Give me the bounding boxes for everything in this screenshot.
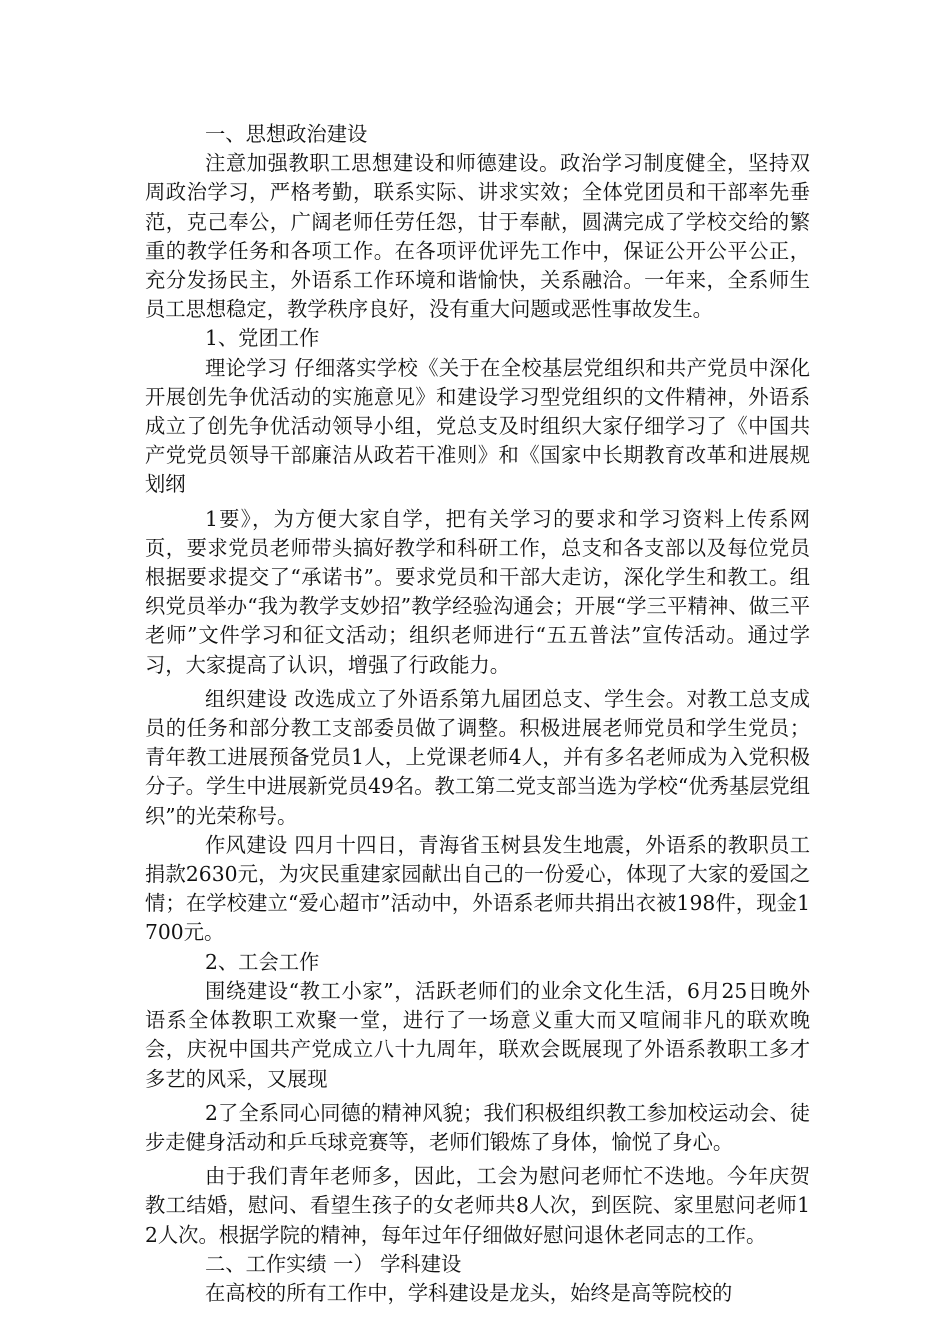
paragraph-union-activities-continued: 2了全系同心同德的精神风貌；我们积极组织教工参加校运动会、徒步走健身活动和乒乓球竞赛等，老师们锻炼了身体，愉悦了身心。 bbox=[145, 1100, 810, 1154]
document-page bbox=[145, 120, 810, 1308]
heading-ideological-political-construction: 一、思想政治建设 bbox=[205, 122, 368, 146]
paragraph-ideology-overview: 注意加强教职工思想建设和师德建设。政治学习制度健全，坚持双周政治学习，严格考勤，联系实际、讲求实效；全体党团员和干部率先垂范，克己奉公，广阔老师任劳任怨，甘于奉献，圆满完成了学校交给的繁重的教学任务和各项工作。在各项评优评先工作中，保证公开公平公正，充分发扬民主，外语系工作环境和谐愉快，关系融洽。一年来，全系师生员工思想稳定，教学秩序良好，没有重大问题或恶性事故发生。 bbox=[145, 151, 810, 322]
paragraph-discipline-construction: 在高校的所有工作中，学科建设是龙头，始终是高等院校的 bbox=[205, 1280, 733, 1305]
paragraph-theory-study: 理论学习 仔细落实学校《关于在全校基层党组织和共产党员中深化开展创先争优活动的实施意见》和建设学习型党组织的文件精神，外语系成立了创先争优活动领导小组，党总支及时组织大家仔细学习了《中国共产党党员领导干部廉洁从政若干准则》和《国家中长期教育改革和进展规划纲 bbox=[145, 355, 810, 497]
heading-union-work: 2、工会工作 bbox=[205, 949, 320, 974]
heading-party-league-work: 1、党团工作 bbox=[205, 326, 320, 351]
paragraph-organization-building: 组织建设 改选成立了外语系第九届团总支、学生会。对教工总支成员的任务和部分教工支部委员做了调整。积极进展老师党员和学生党员；青年教工进展预备党员1人，上党课老师4人，并有多名老师成为入党积极分子。学生中进展新党员49名。教工第二党支部当选为学校“优秀基层党组织”的光荣称号。 bbox=[145, 686, 810, 828]
heading-work-achievements: 二、工作实绩 一） 学科建设 bbox=[205, 1251, 462, 1276]
paragraph-union-activities: 围绕建设“教工小家”，活跃老师们的业余文化生活，6月25日晚外语系全体教职工欢聚一堂，进行了一场意义重大而又喧闹非凡的联欢晚会，庆祝中国共产党成立八十九周年，联欢会既展现了外语系教职工多才多艺的风采，又展现 bbox=[145, 978, 810, 1091]
paragraph-condolence-visits: 由于我们青年老师多，因此，工会为慰问老师忙不迭地。今年庆贺教工结婚，慰问、看望生孩子的女老师共8人次，到医院、家里慰问老师12人次。根据学院的精神，每年过年仔细做好慰问退休老同志的工作。 bbox=[145, 1164, 810, 1247]
paragraph-work-style-building: 作风建设 四月十四日，青海省玉树县发生地震，外语系的教职员工捐款2630元，为灾民重建家园献出自己的一份爱心，体现了大家的爱国之情；在学校建立“爱心超市”活动中，外语系老师共捐出衣被198件，现金1700元。 bbox=[145, 832, 810, 945]
paragraph-theory-study-continued: 1要》，为方便大家自学，把有关学习的要求和学习资料上传系网页，要求党员老师带头搞好教学和科研工作，总支和各支部以及每位党员根据要求提交了“承诺书”。要求党员和干部大走访，深化学生和教工。组织党员举办“我为教学支妙招”教学经验沟通会；开展“学三平精神、做三平老师”文件学习和征文活动；组织老师进行“五五普法”宣传活动。通过学习，大家提高了认识，增强了行政能力。 bbox=[145, 506, 810, 677]
